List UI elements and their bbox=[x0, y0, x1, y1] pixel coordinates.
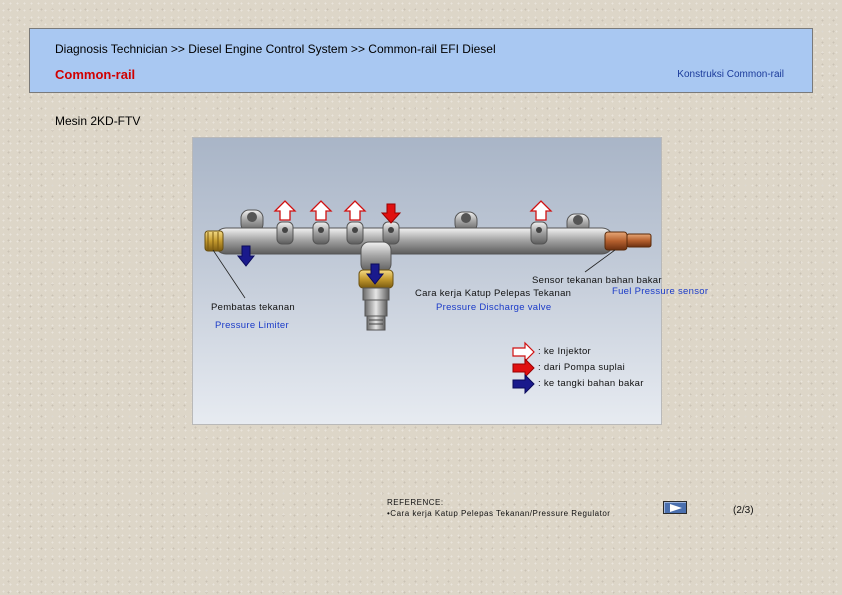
pressure-discharge-valve-part bbox=[359, 242, 393, 330]
engine-label: Mesin 2KD-FTV bbox=[55, 114, 141, 128]
reference-link[interactable]: •Cara kerja Katup Pelepas Tekanan/Pressure Regulator bbox=[387, 509, 611, 518]
legend-tank-icon bbox=[513, 375, 534, 393]
rail-body bbox=[215, 228, 613, 254]
page-counter: (2/3) bbox=[733, 505, 754, 516]
reference-heading: REFERENCE: bbox=[387, 498, 444, 507]
reference-block bbox=[387, 497, 610, 519]
play-icon bbox=[670, 504, 682, 512]
legend-tank-label: : ke tangki bahan bakar bbox=[538, 378, 644, 389]
fuel-sensor-label-en: Fuel Pressure sensor bbox=[612, 286, 709, 297]
section-title: Konstruksi Common-rail bbox=[677, 69, 784, 80]
pressure-limiter-part bbox=[205, 231, 223, 251]
fuel-pressure-sensor-part bbox=[605, 232, 651, 250]
limiter-label-en: Pressure Limiter bbox=[215, 320, 289, 331]
page-title: Common-rail bbox=[55, 67, 136, 82]
discharge-valve-label-en: Pressure Discharge valve bbox=[436, 302, 552, 313]
legend-supply-label: : dari Pompa suplai bbox=[538, 362, 626, 373]
supply-flow-arrow bbox=[382, 204, 400, 223]
discharge-valve-label: Cara kerja Katup Pelepas Tekanan bbox=[415, 288, 572, 299]
legend-supply-icon bbox=[513, 359, 534, 377]
page-header bbox=[29, 28, 813, 93]
legend-injector-label: : ke Injektor bbox=[538, 346, 592, 357]
limiter-label: Pembatas tekanan bbox=[211, 302, 296, 313]
breadcrumb: Diagnosis Technician >> Diesel Engine Control System >> Common-rail EFI Diesel bbox=[55, 42, 496, 56]
fuel-sensor-label: Sensor tekanan bahan bakar bbox=[532, 275, 662, 286]
legend-injector-icon bbox=[513, 343, 534, 361]
common-rail-figure bbox=[192, 137, 709, 425]
next-page-button[interactable] bbox=[663, 501, 687, 514]
injector-flow-arrows bbox=[275, 201, 551, 220]
